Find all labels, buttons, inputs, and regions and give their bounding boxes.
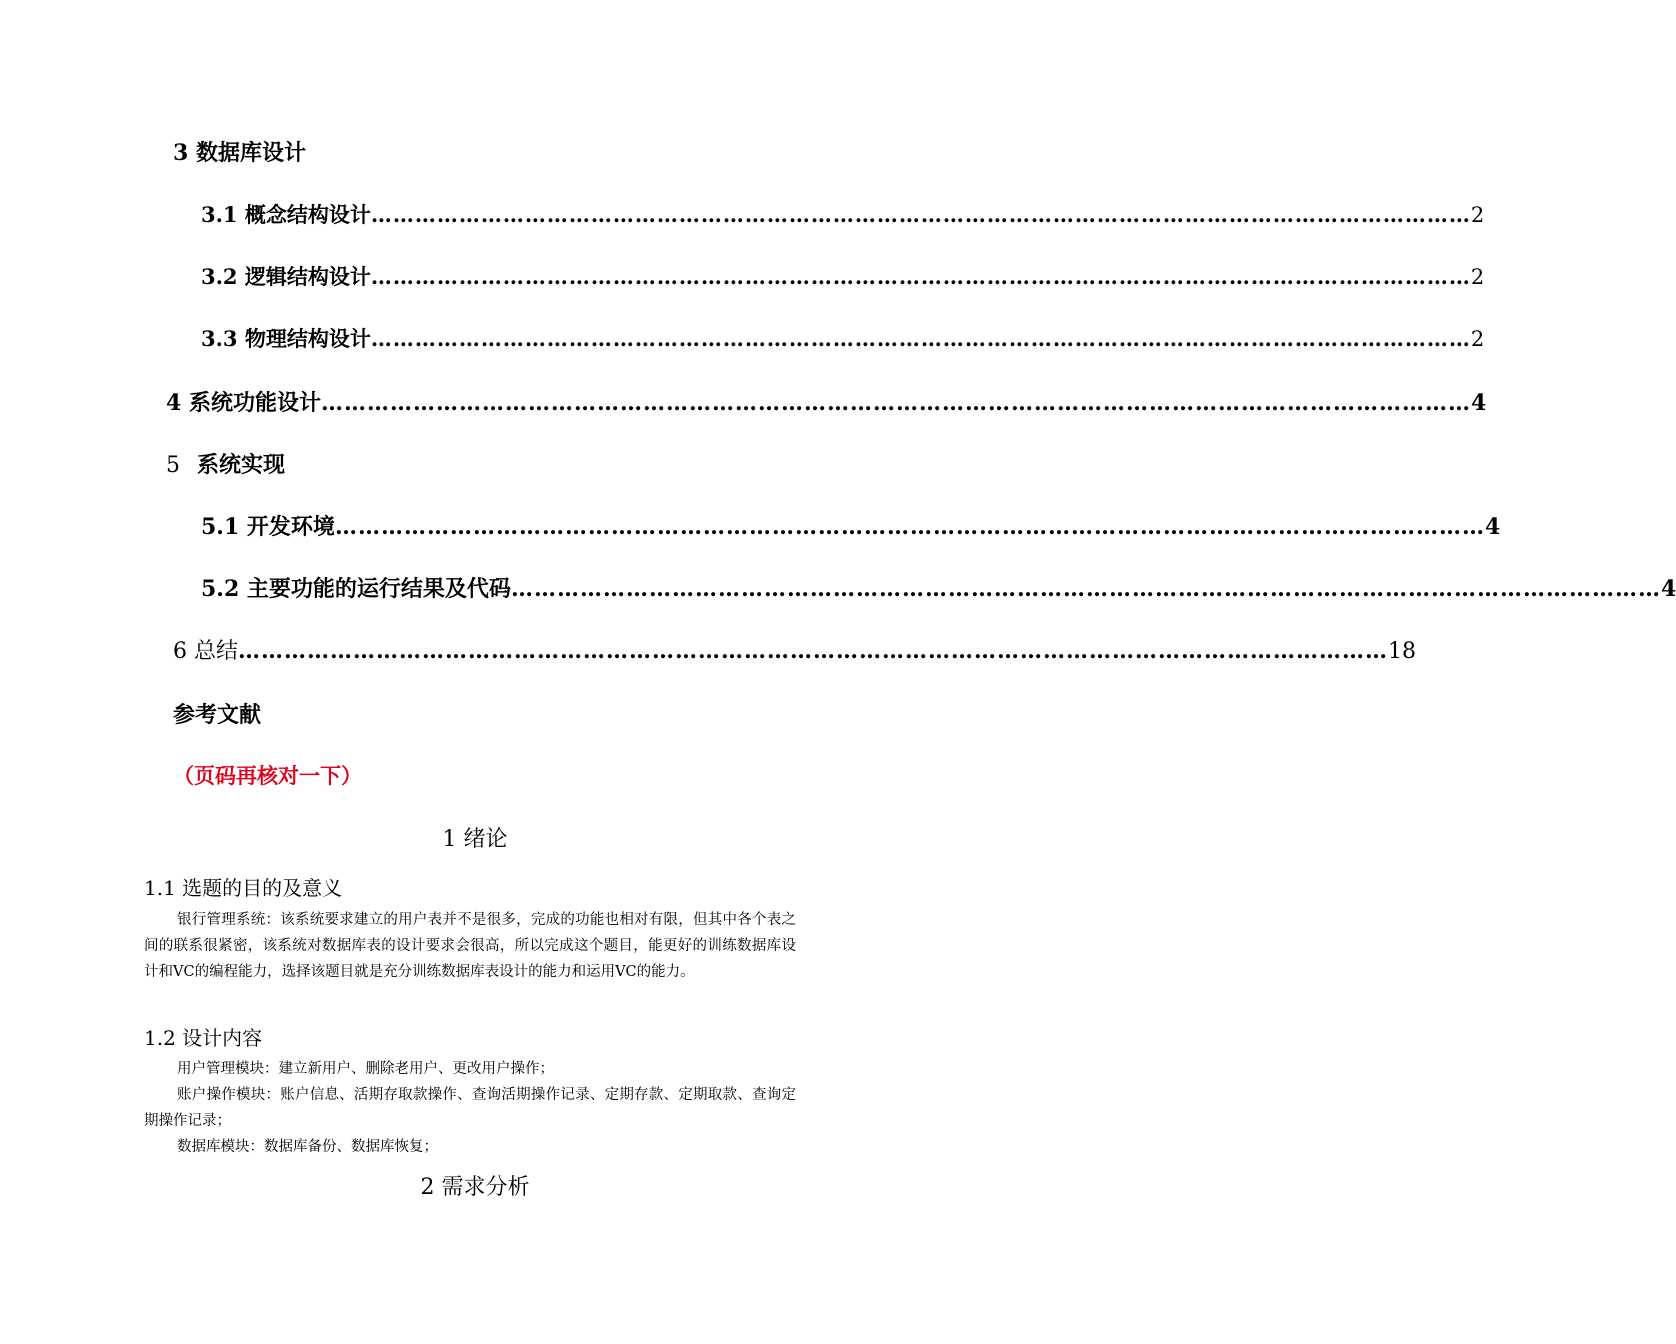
toc-leader-dots: …………………………………………………………………………………………………………………………………… xyxy=(510,576,1661,602)
toc-page-number: 4 xyxy=(1660,576,1676,602)
toc-entry-3-3 xyxy=(201,323,1485,353)
toc-entry-label: 6 总结 xyxy=(173,639,238,664)
toc-entry-label: 3.1 概念结构设计 xyxy=(201,202,371,227)
chapter-1-title: 1 绪论 xyxy=(442,827,508,852)
toc-page-number: 4 xyxy=(1470,390,1487,416)
toc-entry-5-1 xyxy=(201,510,1501,541)
design-item-user-management: 用户管理模块：建立新用户、删除老用户、更改用户操作； xyxy=(177,1061,554,1077)
toc-page-number: 4 xyxy=(1484,514,1501,540)
toc-entry-label: 3.3 物理结构设计 xyxy=(201,326,371,351)
toc-page-number: 2 xyxy=(1470,265,1485,289)
section-1-1-heading: 1.1 选题的目的及意义 xyxy=(144,876,343,900)
toc-entry-label: 3.2 逻辑结构设计 xyxy=(201,264,371,289)
toc-page-number: 2 xyxy=(1470,203,1485,227)
toc-leader-dots: …………………………………………………………………………………………………………………………………… xyxy=(320,390,1471,416)
toc-chapter-3 xyxy=(173,136,306,167)
toc-references-label: 参考文献 xyxy=(173,702,262,728)
toc-references xyxy=(173,698,261,729)
toc-leader-dots: …………………………………………………………………………………………………………………………………… xyxy=(370,202,1471,227)
toc-leader-dots: …………………………………………………………………………………………………………………………………… xyxy=(238,638,1388,664)
toc-entry-label: 5.1 开发环境 xyxy=(201,514,335,540)
toc-entry-label: 系统实现 xyxy=(197,452,286,478)
toc-chapter-3-label: 3 数据库设计 xyxy=(173,140,306,166)
toc-chapter-5 xyxy=(166,448,285,479)
toc-chapter-6 xyxy=(173,634,1416,665)
toc-entry-3-2 xyxy=(201,261,1485,291)
section-1-2-heading: 1.2 设计内容 xyxy=(144,1026,263,1050)
toc-entry-label: 5.2 主要功能的运行结果及代码 xyxy=(201,576,511,602)
toc-leader-dots: …………………………………………………………………………………………………………………………………… xyxy=(370,264,1471,289)
toc-entry-label: 4 系统功能设计 xyxy=(166,390,321,416)
toc-page-number: 2 xyxy=(1470,327,1485,351)
chapter-2-title: 2 需求分析 xyxy=(420,1175,530,1200)
design-item-database: 数据库模块：数据库备份、数据库恢复； xyxy=(177,1139,438,1155)
toc-entry-3-1 xyxy=(201,199,1485,229)
section-1-1-paragraph: 银行管理系统：该系统要求建立的用户表并不是很多，完成的功能也相对有限，但其中各个表之间的联系很紧密，该系统对数据库表的设计要求会很高，所以完成这个题目，能更好的训练数据库设计和VC的编程能力，选择该题目就是充分训练数据库表设计的能力和运用VC的能力。 xyxy=(144,912,796,980)
toc-leader-dots: …………………………………………………………………………………………………………………………………… xyxy=(334,514,1485,540)
toc-chapter-number: 5 xyxy=(166,453,180,478)
toc-page-number: 18 xyxy=(1388,639,1416,664)
toc-leader-dots: …………………………………………………………………………………………………………………………………… xyxy=(370,326,1471,351)
page-number-note: （页码再核对一下） xyxy=(173,763,362,788)
toc-chapter-4 xyxy=(166,386,1487,417)
design-item-account-operations: 账户操作模块：账户信息、活期存取款操作、查询活期操作记录、定期存款、定期取款、查询定期操作记录； xyxy=(144,1087,796,1129)
toc-entry-5-2 xyxy=(201,572,1676,603)
